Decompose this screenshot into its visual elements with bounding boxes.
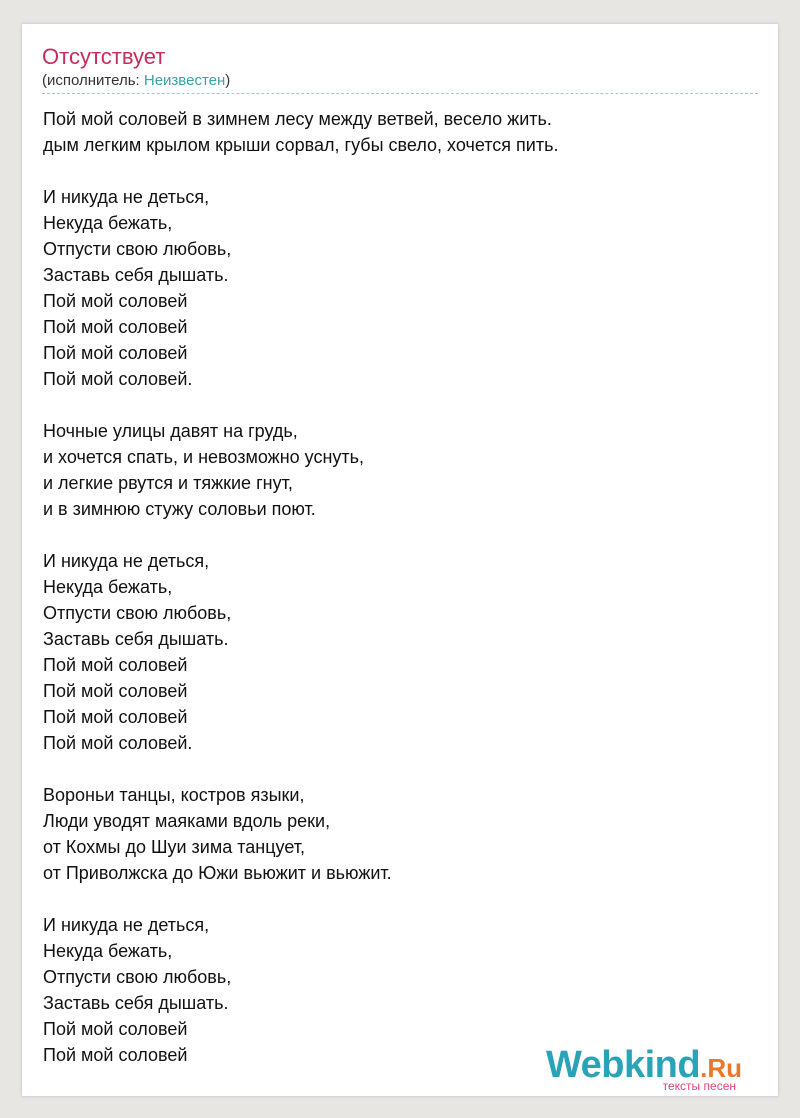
artist-prefix: (исполнитель: [42, 72, 144, 89]
lyrics-body [43, 106, 759, 1094]
lyric-line: Пой мой соловей [43, 707, 188, 727]
lyric-line: Отпусти свою любовь, [43, 239, 232, 259]
lyric-line: Заставь себя дышать. [43, 629, 229, 649]
lyric-line: Пой мой соловей. [43, 733, 193, 753]
artist-suffix: ) [225, 72, 231, 89]
lyric-line: Пой мой соловей [43, 317, 188, 337]
lyrics-stanza [43, 418, 759, 522]
lyric-line: Отпусти свою любовь, [43, 603, 232, 623]
logo-tld-text: .Ru [700, 1053, 742, 1083]
lyric-line: Некуда бежать, [43, 213, 173, 233]
lyric-line: Пой мой соловей [43, 343, 188, 363]
lyric-line: от Кохмы до Шуи зима танцует, [43, 837, 305, 857]
lyric-line: и легкие рвутся и тяжкие гнут, [43, 473, 293, 493]
lyric-line: Пой мой соловей в зимнем лесу между ветвей, весело жить. [43, 109, 552, 129]
lyric-line: Заставь себя дышать. [43, 265, 229, 285]
lyric-line: Некуда бежать, [43, 577, 173, 597]
lyric-line: И никуда не деться, [43, 551, 210, 571]
lyric-line: И никуда не деться, [43, 915, 210, 935]
lyric-line: от Приволжска до Южи вьюжит и вьюжит. [43, 863, 392, 883]
site-logo[interactable] [546, 1046, 742, 1092]
lyric-line: Заставь себя дышать. [43, 993, 229, 1013]
lyric-line: Некуда бежать, [43, 941, 173, 961]
title-divider [42, 93, 758, 94]
lyrics-stanza [43, 782, 759, 886]
lyric-line: дым легким крылом крыши сорвал, губы свело, хочется пить. [43, 135, 559, 155]
logo-main-text: Webkind [545, 1044, 701, 1086]
lyric-line: Пой мой соловей [43, 655, 188, 675]
lyric-line: Люди уводят маяками вдоль реки, [43, 811, 331, 831]
logo-subtitle: тексты песен [662, 1079, 736, 1093]
lyrics-stanza [43, 106, 759, 158]
lyric-line: Пой мой соловей [43, 291, 188, 311]
lyric-line: Пой мой соловей. [43, 369, 193, 389]
lyric-line: Пой мой соловей [43, 1045, 188, 1065]
lyrics-sheet [22, 24, 778, 1096]
lyrics-stanza [43, 548, 759, 756]
artist-link[interactable]: Неизвестен [143, 72, 226, 89]
song-title: Отсутствует [42, 44, 166, 69]
lyric-line: И никуда не деться, [43, 187, 210, 207]
lyrics-stanza [43, 184, 759, 392]
lyric-line: и хочется спать, и невозможно уснуть, [43, 447, 365, 467]
artist-line [42, 72, 230, 90]
lyric-line: Пой мой соловей [43, 1019, 188, 1039]
lyric-line: Ночные улицы давят на грудь, [43, 421, 298, 441]
lyric-line: Пой мой соловей [43, 681, 188, 701]
lyric-line: Отпусти свою любовь, [43, 967, 232, 987]
lyric-line: Вороньи танцы, костров языки, [43, 785, 305, 805]
lyric-line: и в зимнюю стужу соловьи поют. [43, 499, 316, 519]
